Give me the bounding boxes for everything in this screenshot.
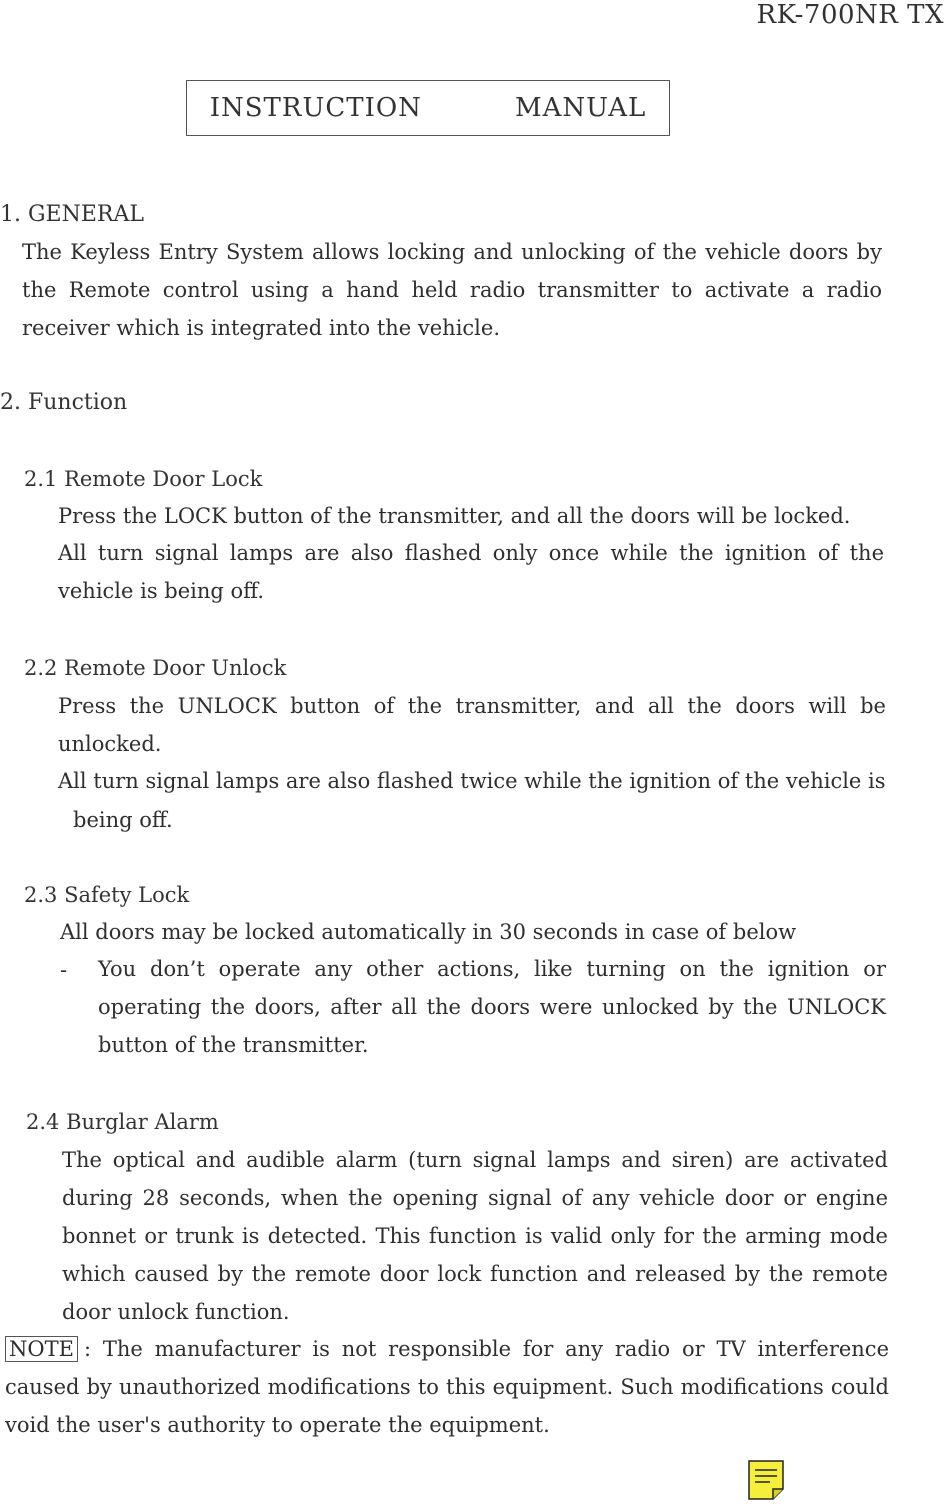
subsection-unlock-heading: 2.2 Remote Door Unlock xyxy=(24,656,287,680)
subsection-safety-bullet: You don’t operate any other actions, like turning on the ignition or operating the doors, after all the doors were unlocked by the UNLOCK button of the transmitter. xyxy=(98,957,886,1057)
subsection-alarm-text: The optical and audible alarm (turn signal lamps and siren) are activated during 28 seconds, when the opening signal of any vehicle door or engine bonnet or trunk is detected. This function is valid only for the arming mode which caused by the remote door lock function and released by the remote door unlock function. xyxy=(62,1148,888,1324)
document-title xyxy=(186,80,670,136)
section-function-heading: 2. Function xyxy=(0,390,128,415)
subsection-unlock-line1: Press the UNLOCK button of the transmitter, and all the doors will be unlocked. xyxy=(58,694,886,756)
subsection-safety-heading: 2.3 Safety Lock xyxy=(24,883,190,907)
bullet-dash: - xyxy=(60,958,68,982)
document-title-text: INSTRUCTION MANUAL xyxy=(209,93,647,123)
subsection-alarm-heading: 2.4 Burglar Alarm xyxy=(26,1110,219,1134)
subsection-lock-heading: 2.1 Remote Door Lock xyxy=(24,467,263,491)
model-number: RK-700NR TX xyxy=(756,0,944,30)
section-general-text: The Keyless Entry System allows locking and unlocking of the vehicle doors by the Remote control using a hand held radio transmitter to activate a radio receiver which is integrated into the vehicle. xyxy=(22,240,882,340)
sticky-note-icon-graphic xyxy=(748,1460,784,1500)
note-paragraph xyxy=(5,1330,889,1444)
subsection-unlock-line2b: being off. xyxy=(73,808,173,832)
subsection-safety-line1: All doors may be locked automatically in 30 seconds in case of below xyxy=(60,920,797,944)
sticky-note-icon[interactable] xyxy=(748,1460,784,1500)
subsection-lock-line2: All turn signal lamps are also flashed only once while the ignition of the vehicle is being off. xyxy=(58,541,884,603)
note-label: NOTE xyxy=(5,1336,78,1362)
subsection-lock-line1: Press the LOCK button of the transmitter, and all the doors will be locked. xyxy=(58,504,851,528)
note-text: : The manufacturer is not responsible for any radio or TV interference caused by unauthorized modifications to this equipment. Such modifications could void the user's authority to operate the equipment. xyxy=(5,1337,889,1437)
section-general-heading: 1. GENERAL xyxy=(0,202,144,227)
subsection-unlock-line2a: All turn signal lamps are also flashed twice while the ignition of the vehicle is xyxy=(58,769,886,793)
